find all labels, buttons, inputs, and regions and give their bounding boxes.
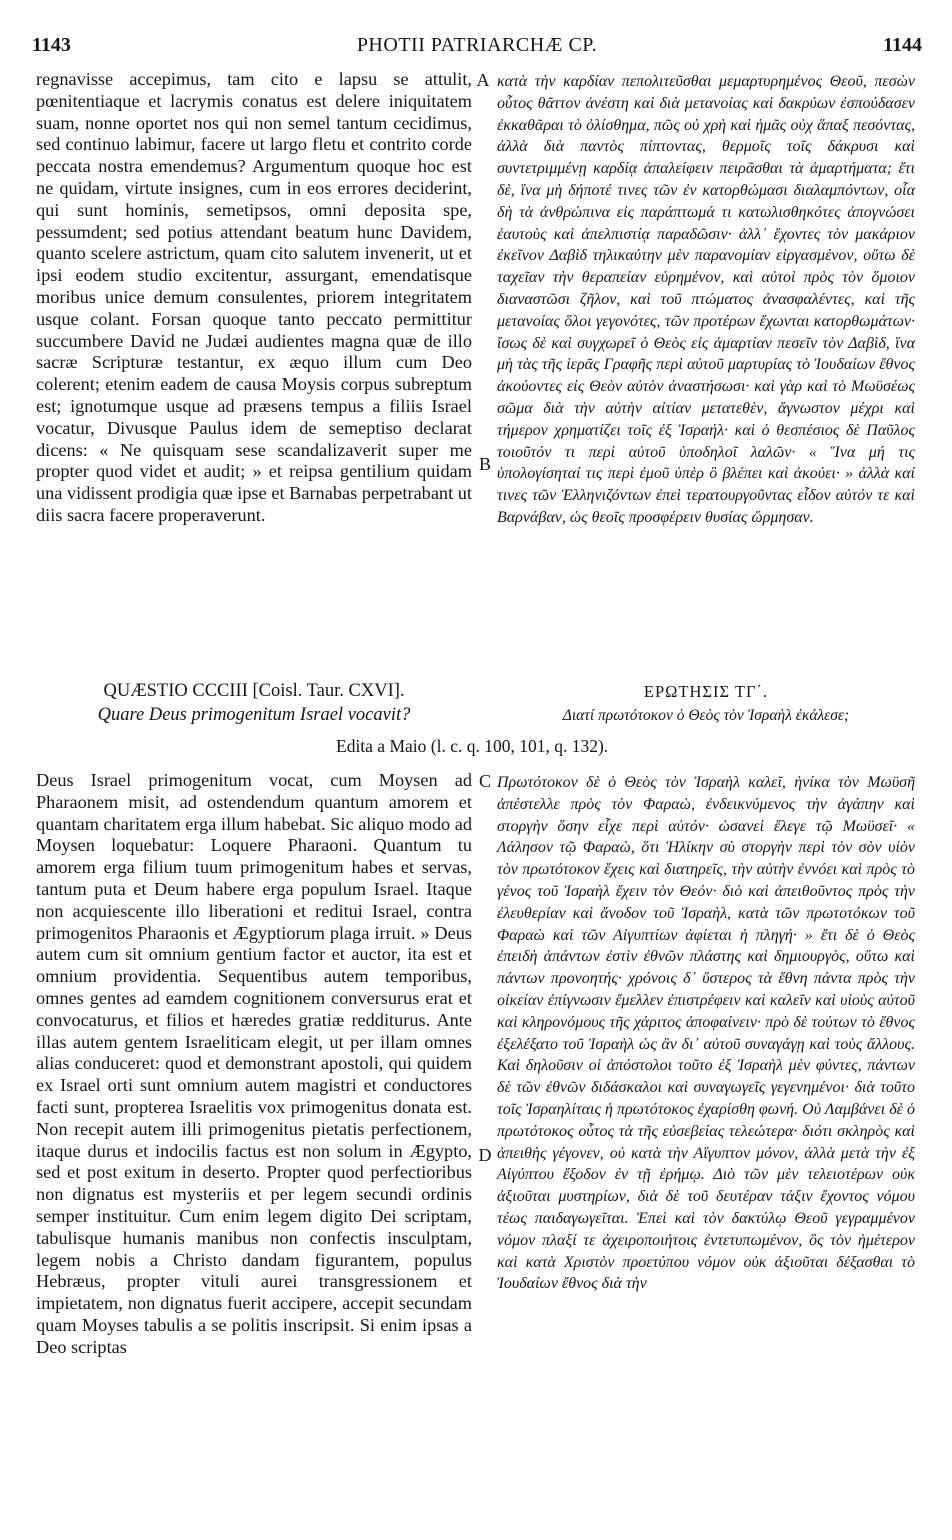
edition-note: Edita a Maio (l. c. q. 100, 101, q. 132). [336,736,609,756]
page-number-right: 1144 [883,34,922,56]
greek-paragraph-bottom: Πρωτότοκον δὲ ὁ Θεὸς τὸν Ἰσραὴλ καλεῖ, ἡνίκα τὸν Μωϋσῆ ἀπέστελλε πρὸς τὸν Φαραὼ, ἐνδεικνύμενος τὴν ἀγάπην καὶ στοργὴν ὅσην εἶχε περὶ αὐτόν· ὡσανεὶ ἔλεγε τῷ Μωϋσεῖ· « Λάλησον τῷ Φαραὼ, ὅτι Ἡλίκην σὺ στοργὴν περὶ τὸν σὸν υἱὸν τὸν πρωτότοκον ἔχεις καὶ διατηρεῖς, τὴν αὐτὴν ἐννόει καὶ πρὸς τὸ γένος τοῦ Ἰσραὴλ ἔχειν τὸν Θεόν· διὸ καὶ ἀπειθοῦντος πρὸς τὴν ἐλευθερίαν καὶ ἄνοδον τοῦ Ἰσραὴλ, κατὰ τῶν πρωτοτόκων τοῦ Φαραὼ καὶ τῶν Αἰγυπτίων ἀφίεται ἡ πληγή· » ἔτι δὲ ὁ Θεὸς ἐπειδὴ ἁπάντων ἐστὶν ἐθνῶν πλάστης καὶ δημιουργὸς, οὕτω καὶ πάντων προνοητής· χρόνοις δ᾽ ὕστερος τὰ ἔθνη πάντα πρὸς τὴν οἰκείαν ἐπίγνωσιν ἔμελλεν ἐπιστρέφειν καὶ καλεῖν καὶ υἱοὺς αὐτοῦ καὶ κληρονόμους τῆς χάριτος ἀποφαίνειν· πρὸ δὲ τούτων τὸ ἔθνος ἐξελέξατο τοῦ Ἰσραὴλ ὡς ἂν δι᾽ αὐτοῦ συναγάγῃ καὶ τοὺς ἄλλους. Καὶ δηλοῦσιν οἱ ἀπόστολοι τοῦτο ἐξ Ἰσραὴλ μὲν φύντες, πάντων δὲ τῶν ἐθνῶν διδάσκαλοι καὶ συναγωγεῖς γεγενημένοι· διὰ τοῦτο τοῖς Ἰσραηλίταις ἡ πρωτότοκος ἐχαρίσθη φωνή. Οὐ Λαμβάνει δὲ ὁ πρωτότοκος οὗτος τὰ τῆς εὐσεβείας τελεώτερα· διότι σκληρὸς καὶ ἀπειθὴς γέγονεν, οὐ κατὰ τὴν Αἴγυπτον μόνον, ἀλλὰ μετὰ τὴν ἐξ Αἰγύπτου ἔξοδον ἐν τῇ ἐρήμῳ. Διὸ τῶν μὲν τελειοτέρων οὐκ ἀξιοῦται μυστηρίων, διὰ δὲ τοῦ δευτέραν τάξιν ἔχοντος νόμου τέως παιδαγωγεῖται. Ἐπεὶ καὶ τὸν δακτύλῳ Θεοῦ γεγραμμένον νόμον πλαξί τε ἀχειροποιήτοις ἐντετυπωμένον, ὃς τὸν ἡμέτερον καὶ κατὰ Χριστὸν προετύπου νόμον οὐκ ἀξιοῦται δέξασθαι τὸ Ἰουδαίων ἔθνος διὰ τὴν [497,774,915,1293]
margin-letter-b: B [478,454,491,474]
running-title: PHOTII PATRIARCHÆ CP. [356,34,598,56]
greek-column-top [497,71,915,529]
greek-column-bottom [497,772,915,1295]
question-subtitle-greek: Διατί πρωτότοκον ὁ Θεὸς τὸν Ἰσραὴλ ἐκάλεσε; [562,707,850,724]
margin-letter-c: C [478,771,491,791]
question-heading-greek [497,681,915,727]
margin-letter-a: A [476,70,490,90]
greek-paragraph-top: κατὰ τὴν καρδίαν πεπολιτεῦσθαι μεμαρτυρημένος Θεοῦ, πεσὼν οὗτος θᾶττον ἀνέστη καὶ διὰ μετανοίας καὶ δακρύων ἐσπούδασεν ἐκκαθᾶραι τὸ ὀλίσθημα, πῶς οὐ χρὴ καὶ ἡμᾶς οὐχ ἅπαξ πεσόντας, ἀλλὰ διὰ παντὸς πίπτοντας, θερμοῖς τοῖς δάκρυσι καὶ συντετριμμένῃ καρδίᾳ ἀπαλείφειν πειρᾶσθαι τὰ ἁμαρτήματα; ἔτι δὲ, ἵνα μὴ δήποτέ τινες τῶν ἐν κατορθώμασι διαλαμπόντων, οἷα δὴ τὰ ἀνθρώπινα εἰς παράπτωμά τι κατωλισθηκότες ἀπογνώσει ἑαυτοὺς καὶ ἀπελπιστίᾳ παραδῶσιν· ἀλλ᾽ ἔχοντες τὸν μακάριον ἐκεῖνον Δαβὶδ τηλικαύτην μὲν παρανομίαν εἰργασμένον, οὕτω δὲ ταχεῖαν τὴν θεραπείαν εὑρημένον, καὶ αὐτοὶ πρὸς τὸν ὅμοιον διαναστῶσι ζῆλον, καὶ τοῦ πτώματος ἀνασφαλέντες, καὶ τῆς μετανοίας ὅλοι γεγονότες, τῶν προτέρων ἔχωνται κατορθωμάτων· ἴσως δὲ καὶ συγχωρεῖ ὁ Θεὸς εἰς ἁμαρτίαν πεσεῖν τὸν Δαβὶδ, ἵνα μὴ τὰς τῆς ἱερᾶς Γραφῆς περὶ αὐτοῦ μαρτυρίας τὸ Ἰουδαίων ἔθνος ἀκούοντες εἰς Θεὸν αὐτὸν ἀναστήσωσι· καὶ γὰρ καὶ τὸ Μωϋσέως σῶμα διὰ τὴν αὐτὴν αἰτίαν μετατεθὲν, ἄγνωστον μέχρι καὶ τήμερον χρηματίζει τοῖς ἐξ Ἰσραήλ· καὶ ὁ θεσπέσιος δὲ Παῦλος τοιοῦτόν τι περὶ αὐτοῦ ὑποδηλοῖ λαλῶν· « Ἵνα μή τις ὑπολογίσηταί τις περὶ ἐμοῦ ὑπὲρ ὃ βλέπει καὶ ἀκούει· » ἀλλὰ καί τινες τῶν Ἑλληνιζόντων ἐπεὶ τερατουργοῦντας εἶδον αὐτόν τε καὶ Βαρνάβαν, ὡς θεοῖς προσφέρειν θυσίας ὥρμησαν. [497,73,915,526]
margin-letter-d: D [478,1145,492,1165]
latin-paragraph-bottom: Deus Israel primogenitum vocat, cum Moysen ad Pharaonem misit, ad ostendendum quantum amorem et quantam charitatem erga illum habebat. Sic aliquo modo ad Moysen loquebatur: Loquere Pharaoni. Quantum tu amorem erga filium tuum primogenitum habes et servas, tantum puta et Deum habere erga populum Israel. Itaque non acquiescente illo liberationi et reditui Israel, contra primogenitos Pharaonis et Ægyptiorum plaga irruit. » Deus autem cum sit omnium gentium factor et auctor, ita est et omnium providentia. Sequentibus autem temporibus, omnes gentes ad eamdem cognitionem conversurus erat et convocaturus, et filios et hæredes gratiæ redditurus. Ante illas autem gentem Israeliticam elegit, ut per illam omnes alias conduceret: quod et demonstrant apostoli, qui quidem ex Israel orti sunt omnium autem magistri et conductores facti sunt, propterea Israelitis vox primogenitus donata est. Non recepit autem illi primogenitus pietatis perfectionem, itaque durus et indocilis factus est non solum in Ægypto, sed et post exitum in deserto. Propter quod perfectioribus non dignatus est mysteriis et per legem secundi ordinis semper instituitur. Cum enim legem digito Dei scriptam, tabulisque humanis manibus non confectis insculptam, legem nobis a Christo dandam figurantem, populus Hebræus, propter vituli aurei transgressionem et impietatem, non dignatus fuerit accipere, accepit secundam quam Moyses tabulis a se politis inscripsit. Si enim ipsas a Deo scriptas [36,770,472,1357]
latin-column-top [36,69,472,527]
latin-paragraph-top: regnavisse accepimus, tam cito e lapsu se attulit, pœnitentiaque et lacrymis conatus est delere iniquitatem suam, nonne oportet nos qui non semel tantum cecidimus, sed continuo labimur, facere ut largo fletu et contrito corde peccata nostra emendemus? Argumentum quoque hoc est ne quidam, virtute insignes, cum in eos errores deciderint, qui sunt hominis, semetipsos, omni deposita spe, pessumdent; sed potius attendant beatum hunc Davidem, quanto scelere astrictum, quam cito salutem invenerit, ut et ipsi eodem studio excitentur, assurgant, emendatisque moribus unice demum consulentes, priorem integritatem usque colant. Forsan quoque tanto peccato permittitur succumbere David ne Judæi audientes magna quæ de illo sacræ Scripturæ testantur, ex æquo illum cum Deo colerent; etenim eadem de causa Moysis corpus subreptum est; ignotumque usque ad præsens tempus a filiis Israel vocatur, Divusque Paulus idem de semeptiso declarat dicens: « Ne quisquam sese scandalizaverit super me propter quod videt et audit; » et reipsa gentilium quidam una vidissent prodigia quæ ipse et Barnabas perpetrabant ut diis sacra facere properaverunt. [36,69,472,525]
question-title-latin: QUÆSTIO CCCIII [Coisl. Taur. CXVI]. [103,681,405,701]
running-header [32,33,922,57]
latin-column-bottom [36,770,472,1359]
question-title-greek: ΕΡΩΤΗΣΙΣ ΤΓ΄. [643,682,769,701]
question-heading-latin [36,680,472,726]
question-subtitle-latin: Quare Deus primogenitum Israel vocavit? [97,705,411,725]
page-number-left: 1143 [32,34,71,56]
